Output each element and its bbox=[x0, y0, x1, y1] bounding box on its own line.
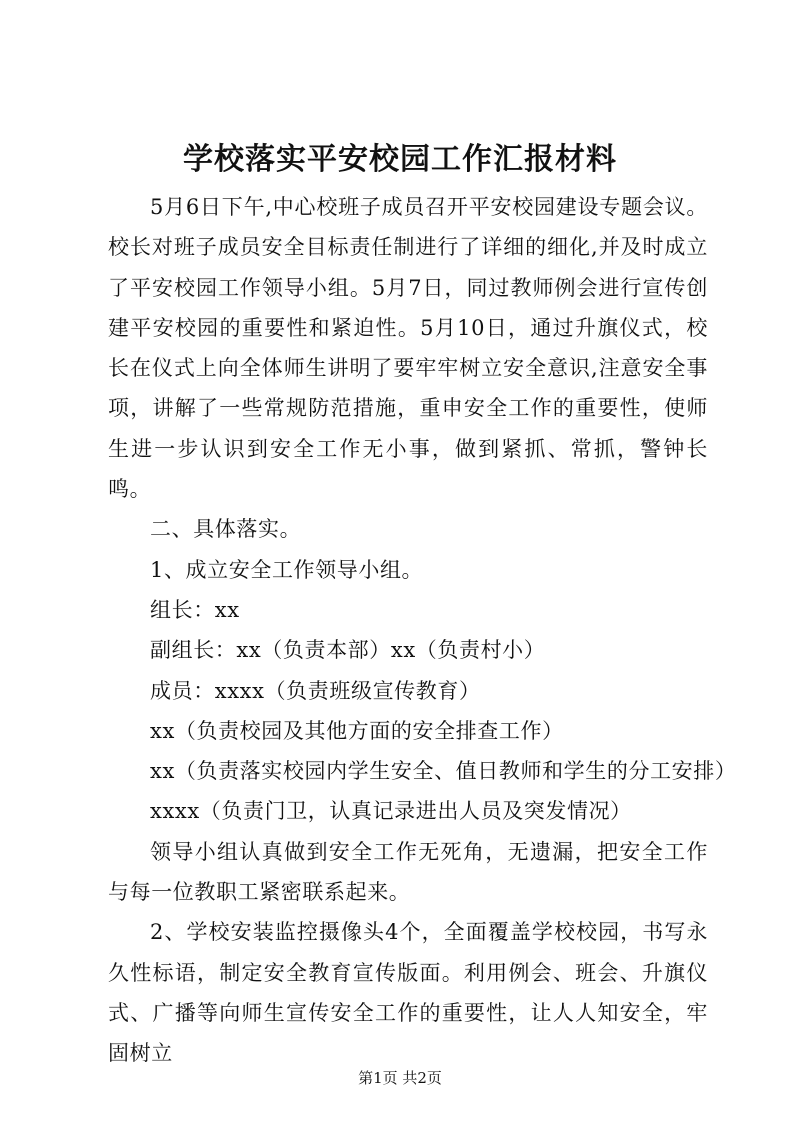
page-number: 第1页 共2页 bbox=[358, 1069, 442, 1087]
section-heading-implementation: 二、具体落实。 bbox=[150, 517, 302, 542]
paragraph-surveillance: 2、学校安装监控摄像头4个，全面覆盖学校校园，书写永久性标语，制定安全教育宣传版面。利用例会、班会、升旗仪式、广播等向师生宣传安全工作的重要性，让人人知安全，牢固树立 bbox=[108, 920, 708, 1066]
member-line: xx（负责校园及其他方面的安全排查工作） bbox=[150, 718, 564, 743]
paragraph-group-duty: 领导小组认真做到安全工作无死角，无遗漏，把安全工作与每一位教职工紧密联系起来。 bbox=[108, 839, 708, 905]
paragraph-intro: 5月6日下午,中心校班子成员召开平安校园建设专题会议。校长对班子成员安全目标责任制进行了详细的细化,并及时成立了平安校园工作领导小组。5月7日，同过教师例会进行宣传创建平安校园的重要性和紧迫性。5月10日，通过升旗仪式，校长在仪式上向全体师生讲明了要牢牢树立安全意识,注意安全事项，讲解了一些常规防范措施，重申安全工作的重要性，使师生进一步认识到安全工作无小事，做到紧抓、常抓，警钟长鸣。 bbox=[108, 195, 708, 502]
member-line: 成员：xxxx（负责班级宣传教育） bbox=[150, 678, 481, 703]
document-title: 学校落实平安校园工作汇报材料 bbox=[183, 142, 617, 177]
group-leader-line: 组长：xx bbox=[150, 597, 240, 622]
item-safety-group: 1、成立安全工作领导小组。 bbox=[150, 557, 424, 582]
deputy-leader-line: 副组长：xx（负责本部）xx（负责村小） bbox=[150, 638, 546, 663]
document-body bbox=[108, 187, 737, 1074]
member-line: xx（负责落实校园内学生安全、值日教师和学生的分工安排） bbox=[150, 759, 737, 784]
member-line: xxxx（负责门卫，认真记录进出人员及突发情况） bbox=[150, 799, 632, 824]
